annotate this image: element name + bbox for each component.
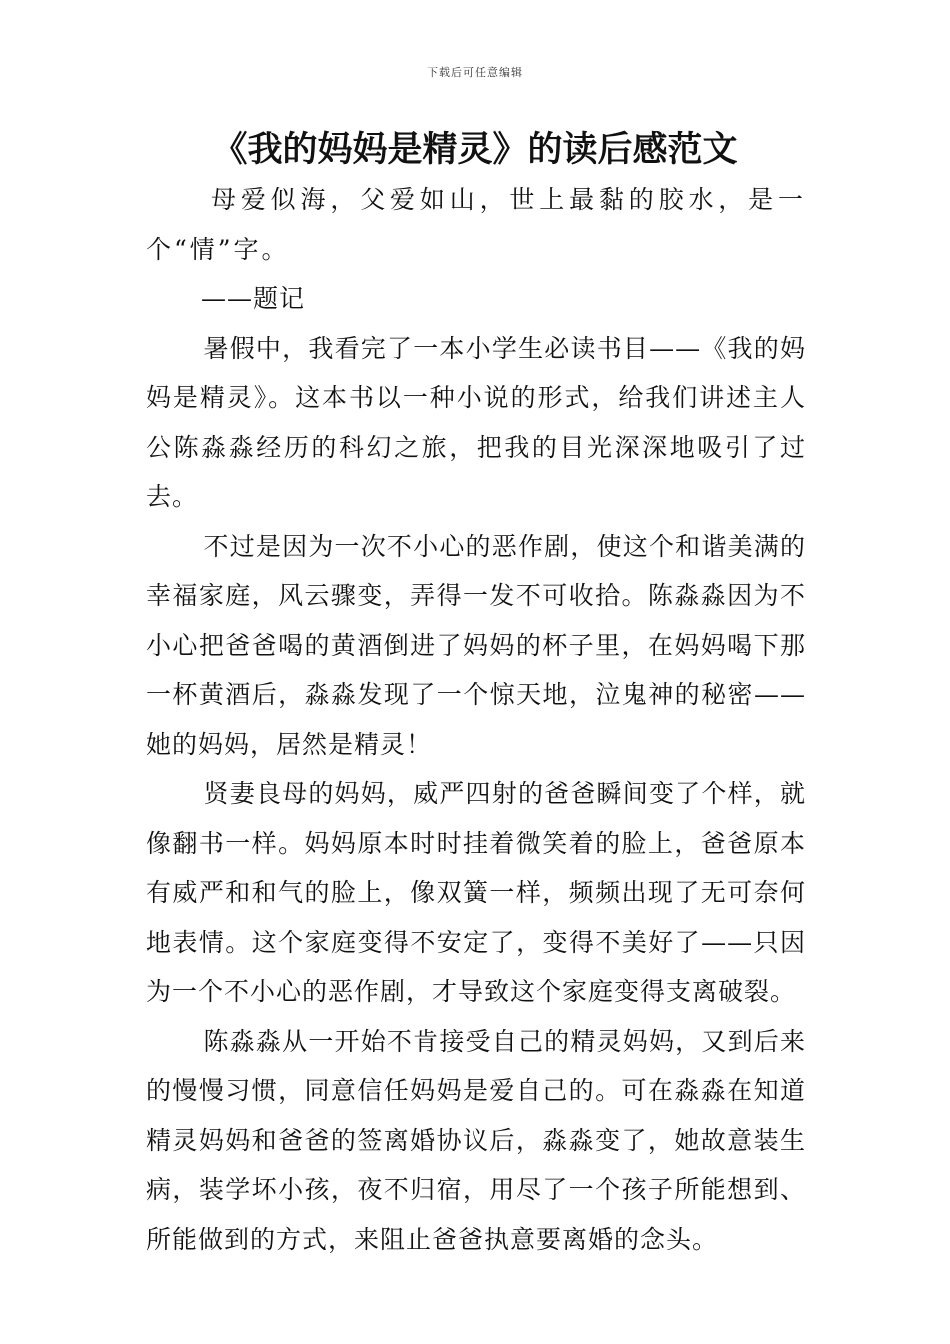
paragraph: 陈淼淼从一开始不肯接受自己的精灵妈妈，又到后来的慢慢习惯，同意信任妈妈是爱自己的。可在淼淼在知道精灵妈妈和爸爸的签离婚协议后，淼淼变了，她故意装生病，装学坏小孩，夜不归宿，用尽了一个孩子所能想到、所能做到的方式，来阻止爸爸执意要离婚的念头。 xyxy=(146,1026,806,1254)
paragraph: 不过是因为一次不小心的恶作剧，使这个和谐美满的幸福家庭，风云骤变，弄得一发不可收拾。陈淼淼因为不小心把爸爸喝的黄酒倒进了妈妈的杯子里，在妈妈喝下那一杯黄酒后，淼淼发现了一个惊天地，泣鬼神的秘密——她的妈妈，居然是精灵！ xyxy=(146,531,806,759)
paragraph: 暑假中，我看完了一本小学生必读书目——《我的妈妈是精灵》。这本书以一种小说的形式，给我们讲述主人公陈淼淼经历的科幻之旅，把我的目光深深地吸引了过去。 xyxy=(146,333,806,511)
document-title: 《我的妈妈是精灵》的读后感范文 xyxy=(212,130,738,170)
document-body xyxy=(146,175,806,1264)
epigraph-byline: ——题记 xyxy=(201,284,306,313)
header-note: 下载后可任意编辑 xyxy=(427,66,523,79)
paragraph: 贤妻良母的妈妈，威严四射的爸爸瞬间变了个样，就像翻书一样。妈妈原本时时挂着微笑着的脸上，爸爸原本有威严和和气的脸上，像双簧一样，频频出现了无可奈何地表情。这个家庭变得不安定了，变得不美好了——只因为一个不小心的恶作剧，才导致这个家庭变得支离破裂。 xyxy=(146,779,806,1006)
epigraph: 母爱似海，父爱如山，世上最黏的胶水，是一个“情”字。 xyxy=(146,185,806,264)
